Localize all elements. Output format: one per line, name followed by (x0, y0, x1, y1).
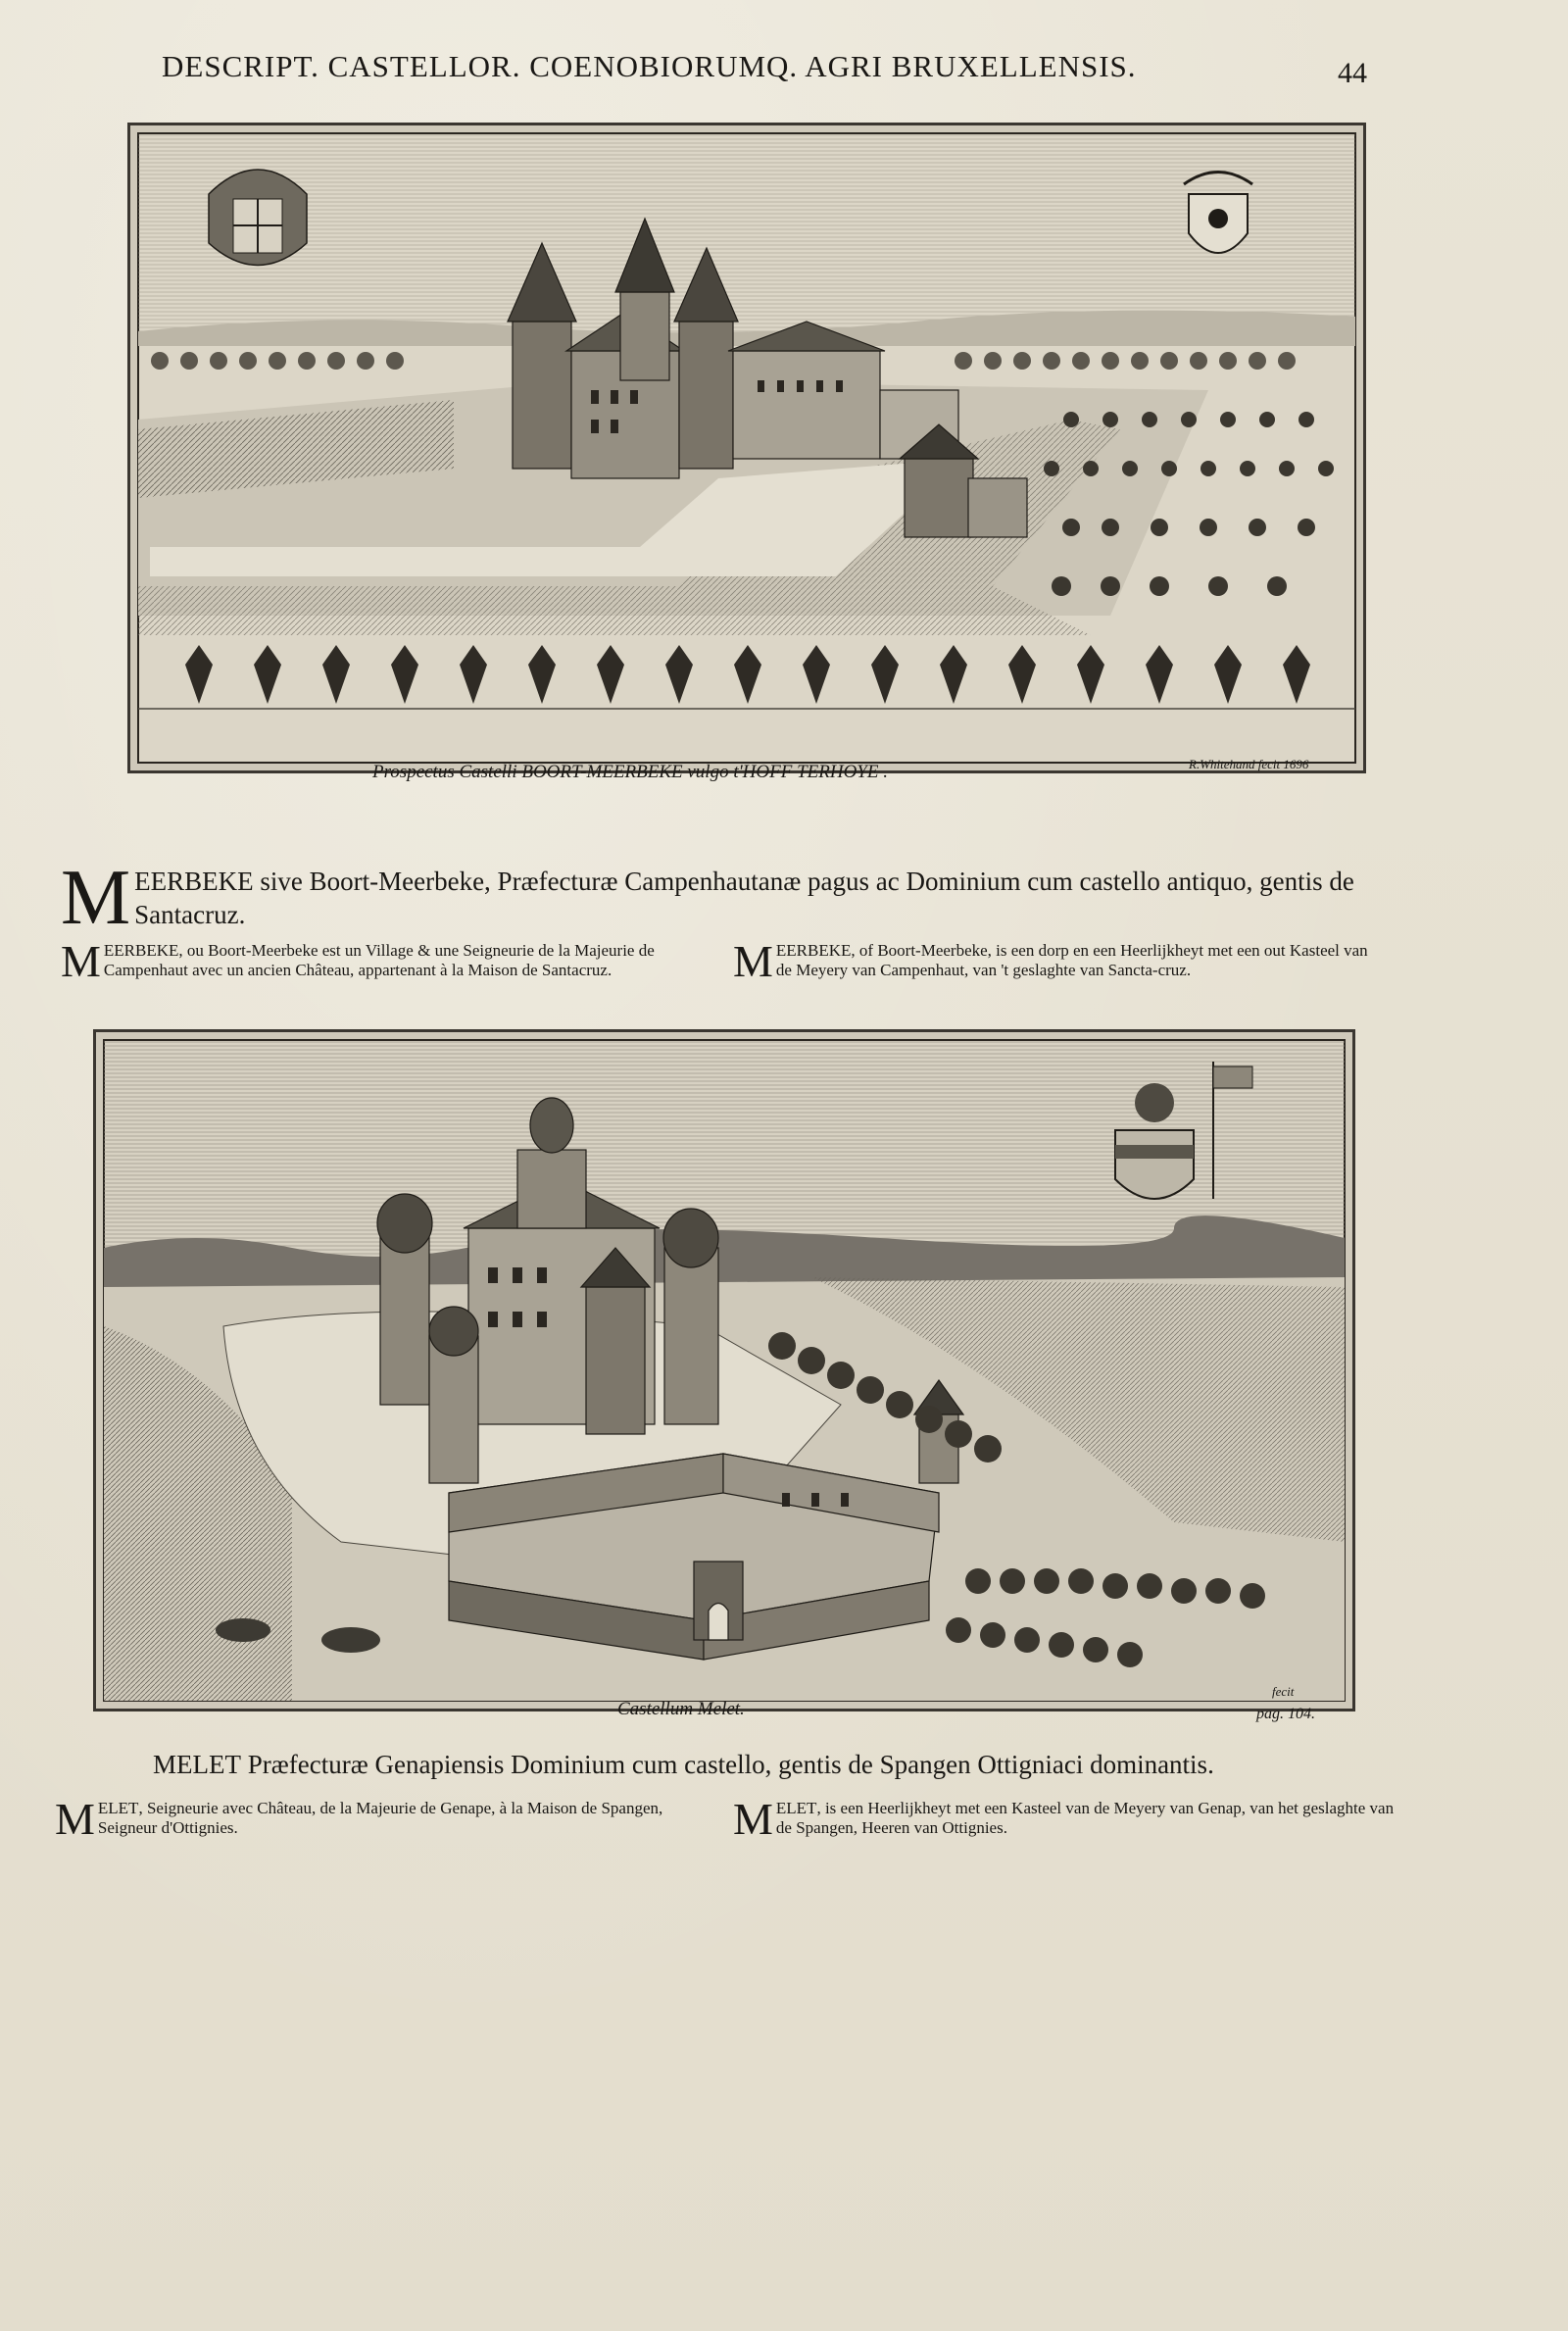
page-number: 44 (1338, 57, 1367, 89)
entry2-french: MELET, Seigneurie avec Château, de la Majeurie de Genape, à la Maison de Spangen, Seigneur d'Ottignies. (55, 1794, 663, 1844)
entry1-latin: MEERBEKE sive Boort-Meerbeke, Præfecturæ Campenhautanæ pagus ac Dominium cum castello antiquo, gentis de Santacruz. (61, 855, 1354, 941)
dropcap: M (61, 855, 131, 941)
engraving-melet (93, 1029, 1355, 1711)
coat-of-arms-left-icon (209, 170, 307, 266)
dropcap: M (733, 1794, 773, 1844)
castle-engraving-image (96, 1032, 1352, 1709)
plate2-page-ref: pag. 104. (1256, 1706, 1315, 1722)
entry2-dutch: MELET, is een Heerlijkheyt met een Kasteel van de Meyery van Genap, van het geslaghte van de Spangen, Heeren van Ottignies. (733, 1794, 1395, 1844)
running-title: DESCRIPT. CASTELLOR. COENOBIORUMQ. AGRI BRUXELLENSIS. (162, 49, 1137, 83)
plate1-caption: Prospectus Castelli BOORT-MEERBEKE vulgo t'HOFF TERHOYE . (372, 762, 888, 782)
castle-engraving-image (130, 125, 1363, 770)
dropcap: M (733, 936, 773, 986)
entry2-latin: MELET Præfecturæ Genapiensis Dominium cum castello, gentis de Spangen Ottigniaci dominantis. (153, 1750, 1214, 1779)
entry1-french: MEERBEKE, ou Boort-Meerbeke est un Village & une Seigneurie de la Majeurie de Campenhaut avec un ancien Château, appartenant à la Maison de Santacruz. (61, 936, 655, 986)
dropcap: M (61, 936, 101, 986)
plate2-caption: Castellum Melet. (617, 1699, 745, 1719)
entry1-dutch: MEERBEKE, of Boort-Meerbeke, is een dorp en een Heerlijkheyt met een out Kasteel van de Meyery van Campenhaut, van 't geslaghte van Sancta-cruz. (733, 936, 1368, 986)
plate2-signature: fecit (1272, 1684, 1295, 1699)
dropcap: M (55, 1794, 95, 1844)
plate1-signature: R.Whitehand fecit 1696 (1189, 757, 1309, 771)
engraving-boort-meerbeke (127, 123, 1366, 773)
